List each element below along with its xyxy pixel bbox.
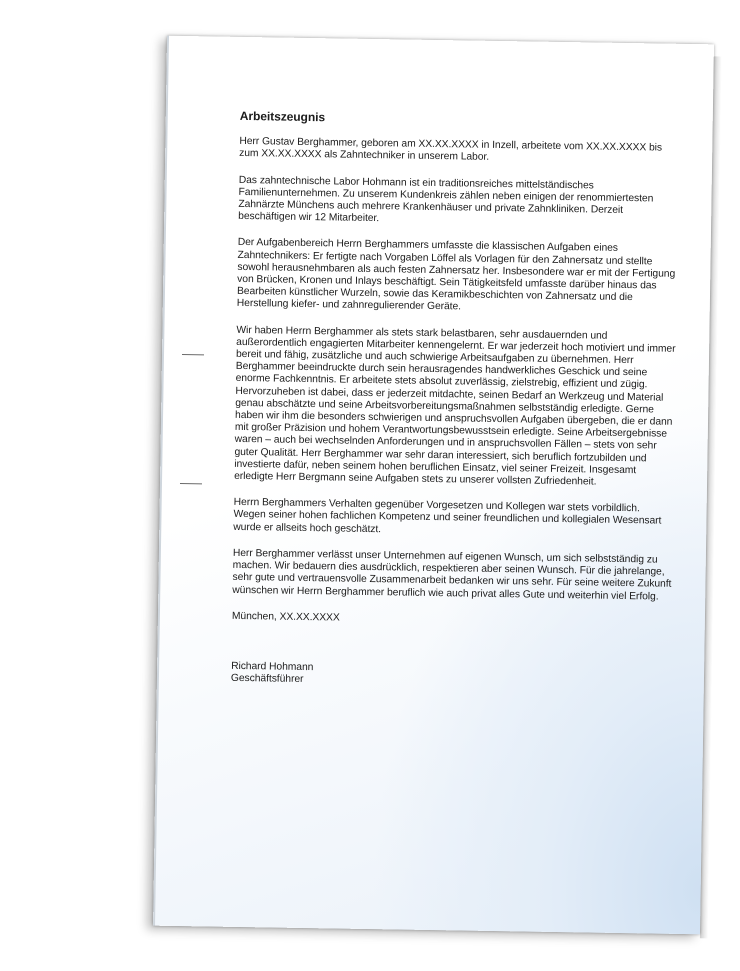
paragraph-performance: Wir haben Herrn Berghammer als stets stark belastbaren, sehr ausdauernden und außerordentlich engagierten Mitarbeiter kennengelernt. Er war jederzeit hoch motiviert und immer bereit und fähig, zusätzliche und auch schwierige Arbeitsaufgaben zu übernehmen. Herr Berghammer beeindruckte durch sein herausragendes handwerkliches Geschick und seine enorme Fachkenntnis. Er arbeitete stets absolut zuverlässig, zielstrebig, effizient und zügig. Hervorzuheben ist dabei, dass er jederzeit mitdachte, seinen Bedarf an Werkzeug und Material genau abschätzte und seine Arbeitsvorbereitungsmaßnahmen selbstständig erledigte. Gerne haben wir ihm die besonders schwierigen und anspruchsvollen Aufgaben übergeben, die er dann mit großer Präzision und hohem Verantwortungsbewusstsein erledigte. Seine Arbeitsergebnisse waren – auch bei wechselnden Anforderungen und in anspruchsvollen Fällen – stets von sehr guter Qualität. Herr Berghammer war sehr daran interessiert, sich beruflich fortzubilden und investierte dafür, neben seinem hohen beruflichen Einsatz, viel seiner Freizeit. Insgesamt erledigte Herr Bergmann seine Aufgaben stets zu unserer vollsten Zufriedenheit. [234, 324, 676, 488]
paragraph-conduct: Herrn Berghammers Verhalten gegenüber Vorgesetzen und Kollegen war stets vorbildlich. Wegen seiner hohen fachlichen Kompetenz und seiner freundlichen und kollegialen Wesensart wurde er allseits hoch geschätzt. [233, 497, 662, 535]
place-date: München, XX.XX.XXXX [231, 610, 340, 624]
signer-name: Richard Hohmann [231, 660, 314, 674]
signer-title: Geschäftsführer [230, 672, 304, 686]
document-page [153, 36, 714, 934]
fold-mark-bottom [180, 483, 202, 484]
fold-mark-top [182, 354, 204, 355]
paragraph-duties: Der Aufgabenbereich Herrn Berghammers umfasste die klassischen Aufgaben eines Zahntechnikers: Er fertigte nach Vorgaben Löffel als Vorlagen für den Zahnersatz und stellte sowohl herausnehmbaren als auch festen Zahnersatz her. Insbesondere war er mit der Fertigung von Brücken, Kronen und Inlays beschäftigt. Sein Tätigkeitsfeld umfasste darüber hinaus das Bearbeiten künstlicher Wurzeln, sowie das Keramikbeschichten von Zahnersatz und die Herstellung kiefer- und zahnregulierender Geräte. [236, 237, 676, 313]
document-title: Arbeitszeugnis [239, 108, 326, 125]
paragraph-company: Das zahntechnische Labor Hohmann ist ein traditionsreiches mittelständisches Familienunternehmen. Zu unserem Kundenkreis zählen neben einigen der renommiertesten Zahnärzte Münchens auch mehrere Krankenhäuser und private Zahnkliniken. Derzeit beschäftigen wir 12 Mitarbeiter. [238, 174, 654, 225]
paragraph-employment: Herr Gustav Berghammer, geboren am XX.XX.XXXX in Inzell, arbeitete vom XX.XX.XXXX bis zum XX.XX.XXXX als Zahntechniker in unserem Labor. [239, 136, 663, 164]
paragraph-farewell: Herr Berghammer verlässt unser Unternehmen auf eigenen Wunsch, um sich selbstständig zu machen. Wir bedauern dies ausdrücklich, respektieren aber seinen Wunsch. Für die jahrelange, sehr gute und vertrauensvolle Zusammenarbeit bedanken wir uns sehr. Für seine weitere Zukunft wünschen wir Herrn Berghammer beruflich wie auch privat alles Gute und weiterhin viel Erfolg. [232, 547, 672, 603]
letter-body [231, 110, 680, 692]
